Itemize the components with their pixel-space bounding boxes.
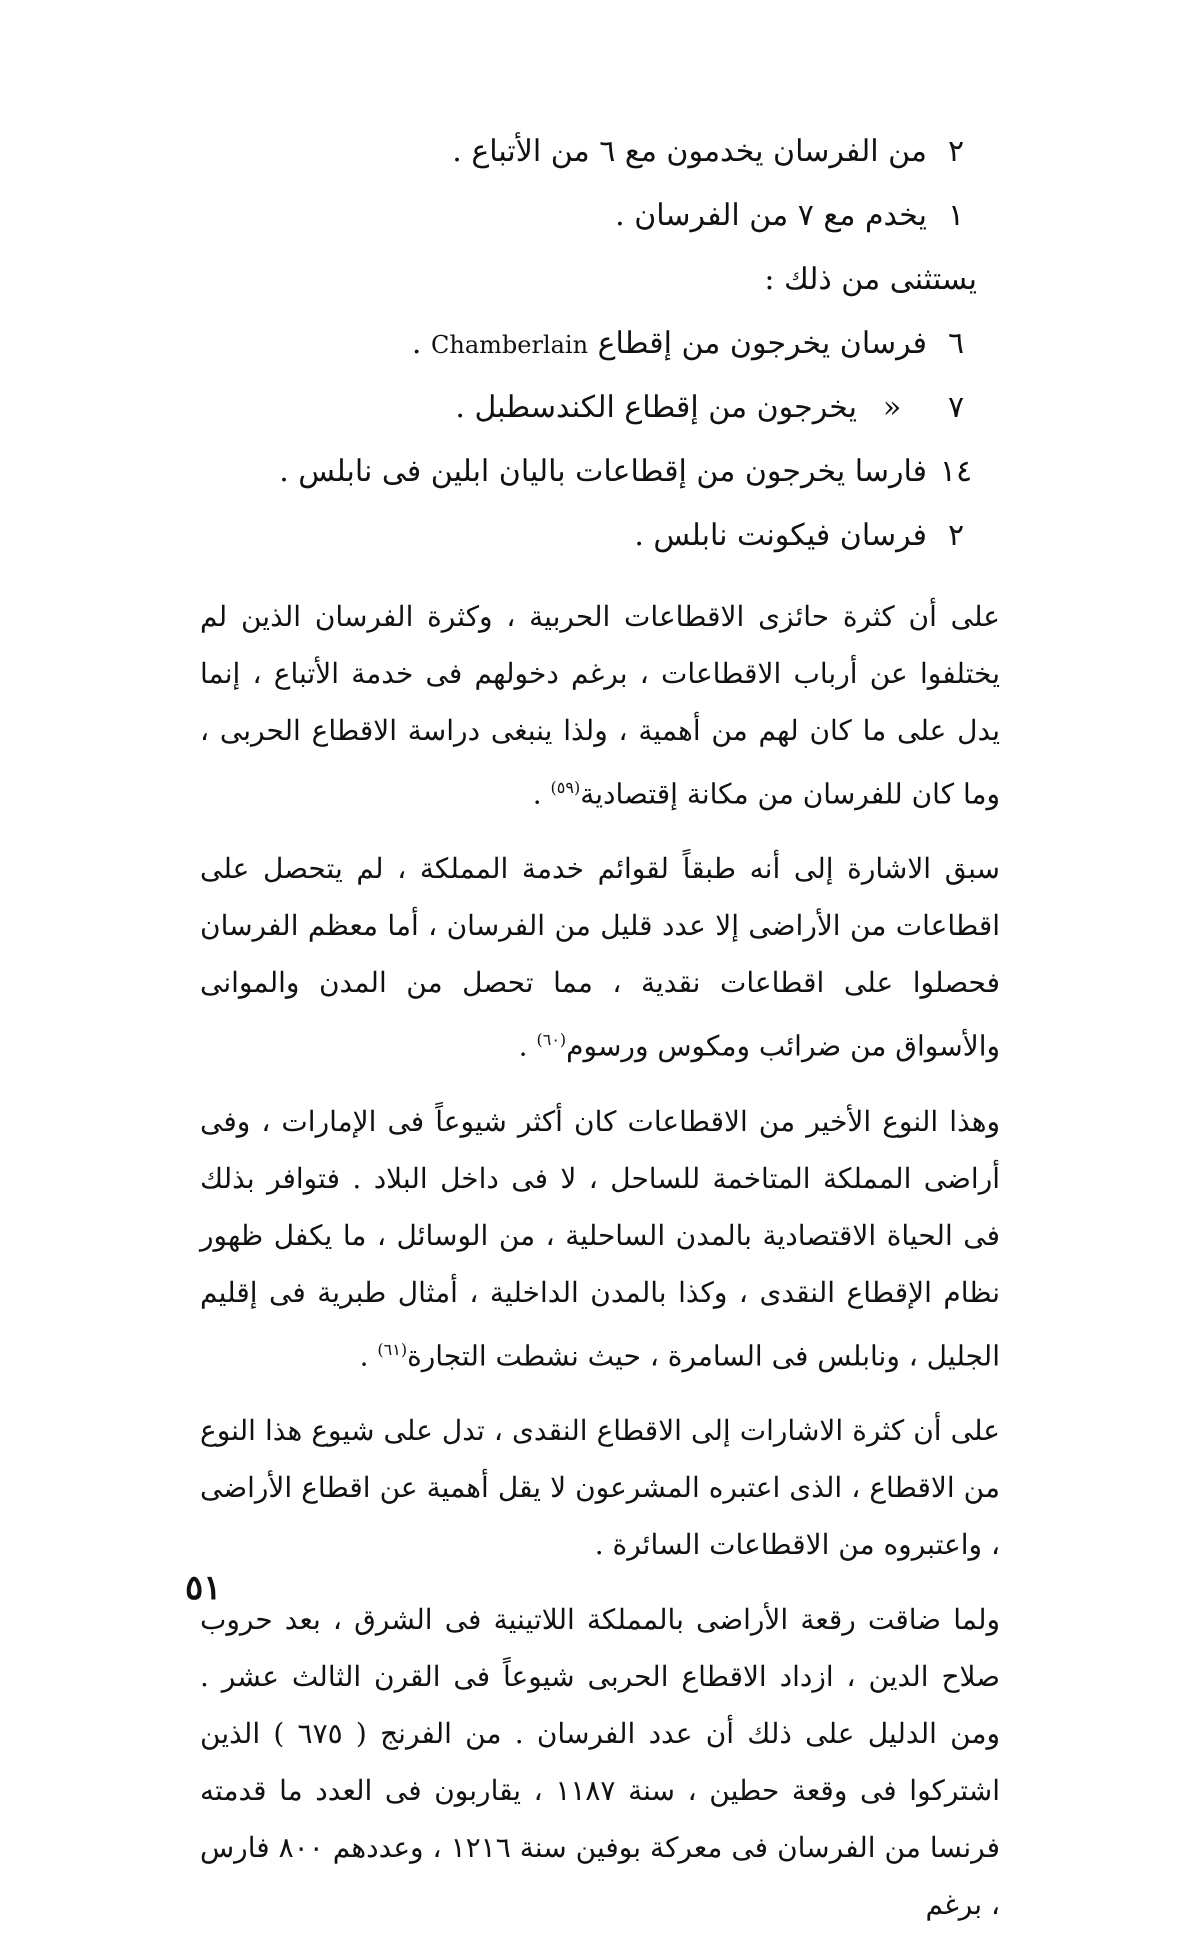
paragraph <box>200 1402 1000 1573</box>
paragraph <box>200 1093 1000 1384</box>
list-item-number: ٢ <box>947 518 965 553</box>
exception-intro: يستثنى من ذلك : <box>764 262 977 297</box>
list-item-text: فارسا يخرجون من إقطاعات باليان ابلين فى نابلس . <box>279 454 927 489</box>
list-item-text: فرسان فيكونت نابلس . <box>634 518 927 553</box>
footnote-ref: (٦٠) <box>536 1030 567 1050</box>
paragraph-text: سبق الاشارة إلى أنه طبقاً لقوائم خدمة المملكة ، لم يتحصل على اقطاعات من الأراضى إلا عدد قليل من الفرسان ، أما معظم الفرسان فحصلوا على اقطاعات نقدية ، مما تحصل من المدن والموانى والأسواق من ضرائب ومكوس ورسوم <box>200 852 1000 1063</box>
list-item-number: ٢ <box>947 134 965 169</box>
paragraph <box>200 840 1000 1074</box>
list-item-number: ٦ <box>947 326 965 361</box>
paragraph-text: على أن كثرة حائزى الاقطاعات الحربية ، وكثرة الفرسان الذين لم يختلفوا عن أرباب الاقطاعات ، برغم دخولهم فى خدمة الأتباع ، إنما يدل على ما كان لهم من أهمية ، ولذا ينبغى دراسة الاقطاع الحربى ، وما كان للفرسان من مكانة إقتصادية <box>200 600 1000 811</box>
list-item <box>205 376 985 440</box>
list-item <box>205 312 985 376</box>
knights-list <box>205 120 985 568</box>
page-number: ٥١ <box>185 1568 222 1608</box>
list-item <box>205 120 985 184</box>
paragraph-end: . <box>532 777 551 811</box>
body-text <box>200 588 1000 1951</box>
paragraph-end: . <box>518 1029 537 1063</box>
latin-term: Chamberlain <box>431 331 589 359</box>
paragraph-text: على أن كثرة الاشارات إلى الاقطاع النقدى ، تدل على شيوع هذا النوع من الاقطاع ، الذى اعتبره المشرعون لا يقل أهمية عن اقطاع الأراضى ، واعتبروه من الاقطاعات السائرة . <box>200 1413 1000 1561</box>
list-item-end: . <box>411 326 422 361</box>
paragraph-text: وهذا النوع الأخير من الاقطاعات كان أكثر شيوعاً فى الإمارات ، وفى أراضى المملكة المتاخمة للساحل ، لا فى داخل البلاد . فتوافر بذلك فى الحياة الاقتصادية بالمدن الساحلية ، من الوسائل ، ما يكفل ظهور نظام الإقطاع النقدى ، وكذا بالمدن الداخلية ، أمثال طبرية فى إقليم الجليل ، ونابلس فى السامرة ، حيث نشطت التجارة <box>200 1104 1000 1372</box>
list-item-text: يخدم مع ٧ من الفرسان . <box>615 198 927 233</box>
list-item-number: ١٤ <box>939 454 973 489</box>
paragraph <box>200 1591 1000 1933</box>
ditto-mark: « <box>882 390 902 425</box>
list-item-text: يخرجون من إقطاع الكندسطبل . <box>455 390 857 425</box>
footnote-ref: (٦١) <box>377 1339 408 1359</box>
list-item <box>205 440 985 504</box>
list-item-number: ٧ <box>947 390 965 425</box>
paragraph-text: ولما ضاقت رقعة الأراضى بالمملكة اللاتينية فى الشرق ، بعد حروب صلاح الدين ، ازداد الاقطاع الحربى شيوعاً فى القرن الثالث عشر . ومن الدليل على ذلك أن عدد الفرسان . من الفرنج ( ٦٧٥ ) الذين اشتركوا فى وقعة حطين ، سنة ١١٨٧ ، يقاربون فى العدد ما قدمته فرنسا من الفرسان فى معركة بوفين سنة ١٢١٦ ، وعددهم ٨٠٠ فارس ، برغم <box>200 1602 1000 1921</box>
list-item <box>205 504 985 568</box>
paragraph-end: . <box>359 1338 378 1372</box>
list-item-text: فرسان يخرجون من إقطاع <box>597 326 927 361</box>
paragraph <box>200 588 1000 822</box>
footnote-ref: (٥٩) <box>550 778 581 797</box>
list-item-text: من الفرسان يخدمون مع ٦ من الأتباع . <box>452 134 927 169</box>
list-item <box>205 184 985 248</box>
list-item-number: ١ <box>947 198 965 233</box>
